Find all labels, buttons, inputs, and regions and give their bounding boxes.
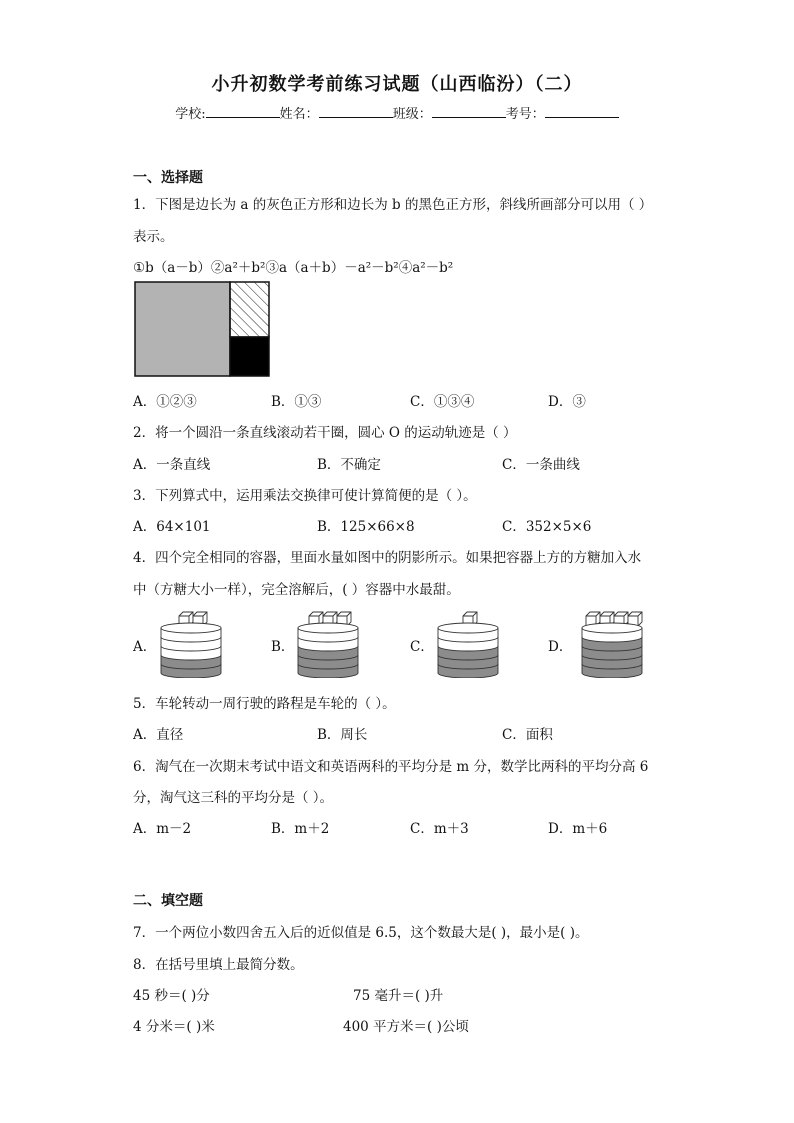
q2-text: 2．将一个圆沿一条直线滚动若干圈，圆心 O 的运动轨迹是（ ） [133, 425, 517, 441]
q2-option-a[interactable]: A．一条直线 [133, 457, 211, 473]
student-info-line [0, 103, 794, 122]
q1-option-a[interactable]: A．①②③ [133, 394, 197, 410]
hatched-rectangle [230, 282, 269, 337]
q6-option-d[interactable]: D．m＋6 [548, 821, 608, 837]
container-b [294, 606, 362, 678]
q6-line2: 分，淘气这三科的平均分是（ ）。 [133, 790, 334, 806]
class-label: 班级： [392, 107, 432, 122]
q3-option-b[interactable]: B．125×66×8 [317, 519, 415, 535]
q6-option-a[interactable]: A．m－2 [133, 821, 192, 837]
q3-option-a[interactable]: A．64×101 [133, 519, 211, 535]
q6-option-c[interactable]: C．m＋3 [410, 821, 469, 837]
q1-line1: 1．下图是边长为 a 的灰色正方形和边长为 b 的黑色正方形，斜线所画部分可以用（ ） [133, 197, 653, 213]
q6-option-b[interactable]: B．m＋2 [271, 821, 330, 837]
class-blank[interactable] [432, 105, 506, 118]
q4-option-b[interactable]: B． [271, 639, 295, 655]
q3-text: 3．下列算式中，运用乘法交换律可使计算简便的是（ ）。 [133, 488, 477, 504]
black-square [230, 337, 269, 376]
number-blank[interactable] [545, 105, 619, 118]
container-d [578, 606, 646, 678]
q2-option-b[interactable]: B．不确定 [317, 457, 381, 473]
q3-option-c[interactable]: C．352×5×6 [502, 519, 592, 535]
q2-option-c[interactable]: C．一条曲线 [502, 457, 580, 473]
q1-expressions: ①b（a－b）②a²＋b²③a（a＋b）－a²－b²④a²－b² [133, 260, 454, 276]
q8-text: 8．在括号里填上最简分数。 [133, 957, 304, 973]
q5-option-a[interactable]: A．直径 [133, 727, 184, 743]
q1-line2: 表示。 [133, 229, 174, 245]
q4-line2: 中（方糖大小一样），完全溶解后，( ）容器中水最甜。 [133, 582, 460, 598]
q1-option-d[interactable]: D．③ [548, 394, 586, 410]
school-blank[interactable] [206, 105, 280, 118]
q8-item-square-meters[interactable]: 400 平方米＝( )公顷 [343, 1019, 469, 1035]
q6-line1: 6．淘气在一次期末考试中语文和英语两科的平均分是 m 分，数学比两科的平均分高 6 [133, 759, 649, 775]
container-rim [298, 623, 358, 633]
q5-option-c[interactable]: C．面积 [502, 727, 553, 743]
container-rim [582, 623, 642, 633]
q4-line1: 4．四个完全相同的容器，里面水量如图中的阴影所示。如果把容器上方的方糖加入水 [133, 550, 642, 566]
q1-option-c[interactable]: C．①③④ [410, 394, 475, 410]
q4-option-c[interactable]: C． [410, 639, 434, 655]
q4-option-a[interactable]: A． [133, 639, 157, 655]
page-title: 小升初数学考前练习试题（山西临汾）（二） [211, 74, 583, 95]
q8-item-milliliters[interactable]: 75 毫升＝( )升 [353, 988, 444, 1004]
q7-text: 7．一个两位小数四舍五入后的近似值是 6.5，这个数最大是( )，最小是( )。 [133, 925, 589, 941]
gray-square [135, 282, 230, 376]
school-label: 学校: [175, 107, 206, 122]
q5-text: 5．车轮转动一周行驶的路程是车轮的（ ）。 [133, 696, 396, 712]
number-label: 考号： [505, 107, 545, 122]
q8-item-seconds[interactable]: 45 秒＝( )分 [133, 988, 210, 1004]
q8-item-decimeters[interactable]: 4 分米＝( )米 [133, 1019, 215, 1035]
q5-option-b[interactable]: B．周长 [317, 727, 368, 743]
name-label: 姓名： [279, 107, 319, 122]
q4-option-d[interactable]: D． [548, 639, 573, 655]
container-rim [438, 623, 498, 633]
container-c [434, 606, 502, 678]
square-figure [134, 281, 272, 379]
container-rim [161, 623, 221, 633]
q1-option-b[interactable]: B．①③ [271, 394, 322, 410]
name-blank[interactable] [319, 105, 393, 118]
section-fill-title: 二、填空题 [133, 893, 203, 909]
container-a [157, 606, 225, 678]
section-choice-title: 一、选择题 [133, 170, 203, 186]
